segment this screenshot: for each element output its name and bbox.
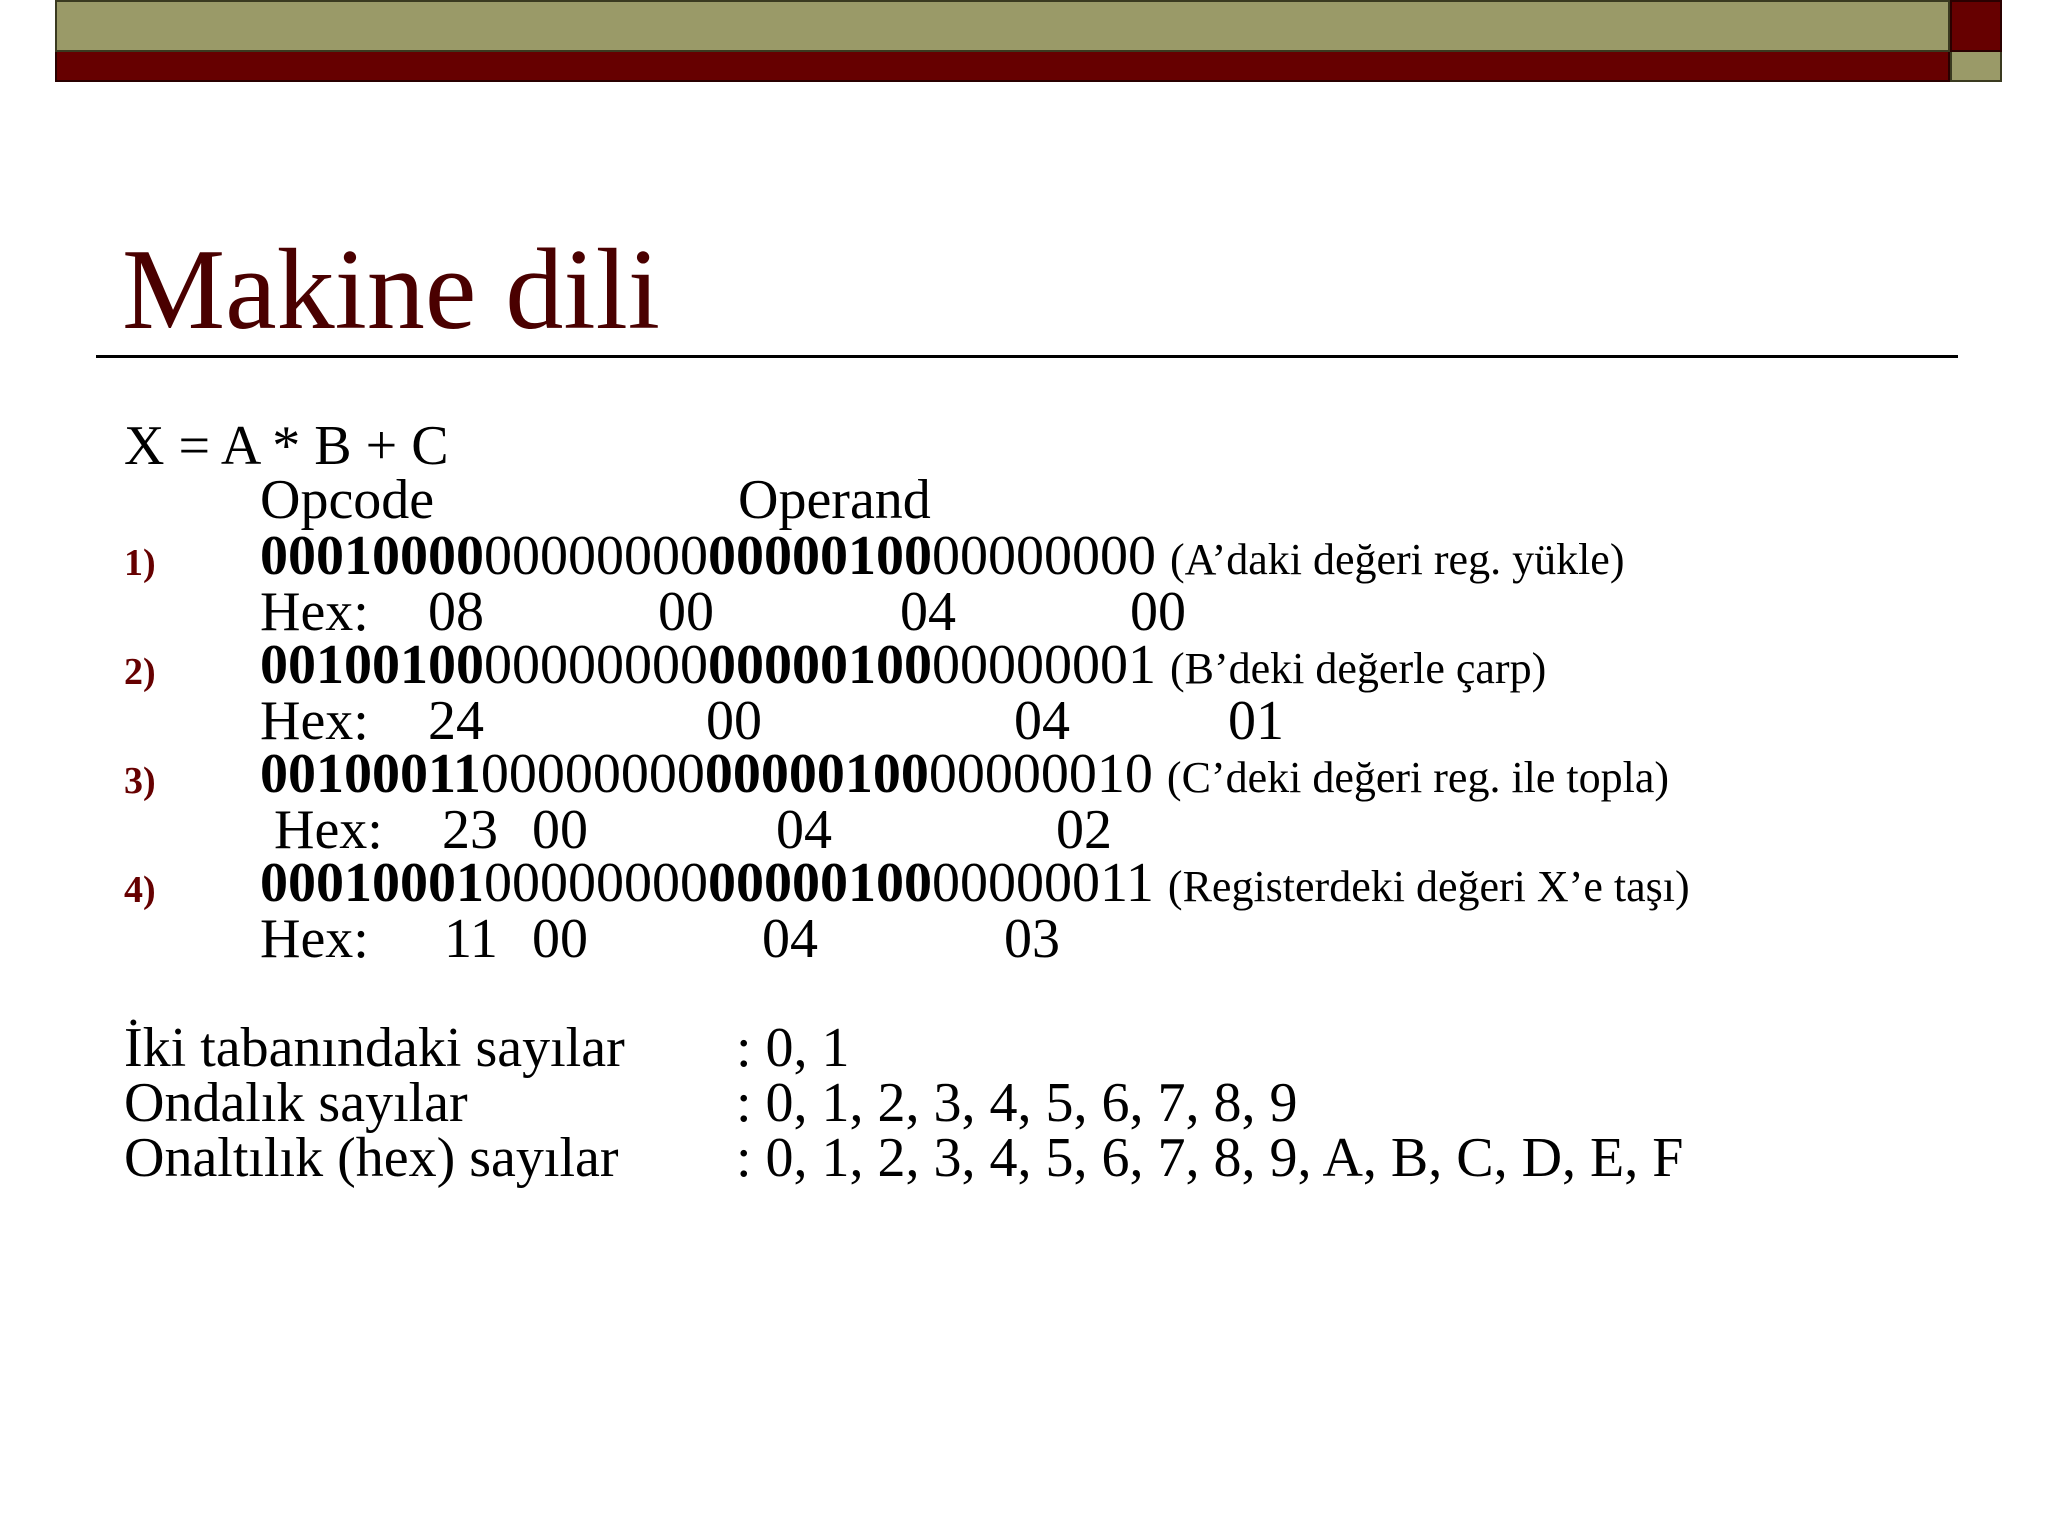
hex-value: 04: [900, 581, 956, 643]
instruction-number: 1): [124, 542, 156, 584]
opcode-bits: 00010000: [260, 525, 484, 587]
instruction-binary: [260, 852, 1690, 914]
hex-value: 03: [1004, 908, 1060, 970]
operand-bits-bold: 00000100: [708, 525, 932, 587]
hex-label: Hex:: [260, 690, 369, 752]
hex-value: 04: [762, 908, 818, 970]
instruction-note: (B’deki değerle çarp): [1170, 644, 1547, 693]
opcode-bits: 00100100: [260, 634, 484, 696]
hex-value: 04: [776, 799, 832, 861]
instruction-number: 4): [124, 869, 156, 911]
number-system-label: İki tabanındaki sayılar: [124, 1017, 625, 1079]
instruction-binary: [260, 525, 1625, 587]
operand-bits-bold: 00000100: [704, 743, 929, 805]
number-system-values: : 0, 1, 2, 3, 4, 5, 6, 7, 8, 9, A, B, C, D, E, F: [736, 1127, 1684, 1189]
header-band-maroon: [55, 52, 1950, 82]
number-system-values: : 0, 1, 2, 3, 4, 5, 6, 7, 8, 9: [736, 1072, 1298, 1134]
hex-value: 04: [1014, 690, 1070, 752]
hex-value: 01: [1228, 690, 1284, 752]
operand-bits-bold: 00000100: [708, 852, 932, 914]
hex-label: Hex:: [260, 908, 369, 970]
hex-value: 24: [428, 690, 484, 752]
title-divider: [96, 355, 1958, 358]
operand-bits: 00000000: [932, 525, 1156, 587]
header-corner-square-maroon: [1950, 0, 2002, 52]
operand-bits-bold: 00000100: [708, 634, 932, 696]
operand-bits: 00000000: [480, 743, 705, 805]
operand-bits: 00000001: [932, 634, 1156, 696]
operand-bits: 00000000: [484, 525, 708, 587]
opcode-header: Opcode: [260, 469, 435, 531]
hex-value: 00: [706, 690, 762, 752]
instruction-note: (Registerdeki değeri X’e taşı): [1167, 862, 1690, 911]
number-system-label: Ondalık sayılar: [124, 1072, 468, 1134]
hex-label: Hex:: [274, 799, 383, 861]
slide-title: Makine dili: [122, 226, 661, 354]
equation: X = A * B + C: [124, 415, 449, 477]
instruction-binary: [260, 743, 1670, 805]
hex-value: 08: [428, 581, 484, 643]
operand-bits: 00000000: [484, 634, 708, 696]
hex-value: 00: [658, 581, 714, 643]
operand-bits: 00000010: [928, 743, 1153, 805]
number-system-label: Onaltılık (hex) sayılar: [124, 1127, 619, 1189]
hex-value: 00: [532, 908, 588, 970]
hex-value: 23: [442, 799, 498, 861]
header-band-olive: [55, 0, 1950, 52]
instruction-note: (C’deki değeri reg. ile topla): [1166, 753, 1670, 802]
header-corner-square-olive: [1950, 52, 2002, 82]
operand-bits: 00000011: [932, 852, 1154, 914]
hex-value: 02: [1056, 799, 1112, 861]
instruction-note: (A’daki değeri reg. yükle): [1170, 535, 1625, 584]
operand-header: Operand: [738, 469, 931, 531]
hex-value: 00: [1130, 581, 1186, 643]
hex-value: 00: [532, 799, 588, 861]
opcode-bits: 00010001: [260, 852, 484, 914]
operand-bits: 00000000: [484, 852, 708, 914]
hex-label: Hex:: [260, 581, 369, 643]
number-system-values: : 0, 1: [736, 1017, 850, 1079]
instruction-number: 3): [124, 760, 156, 802]
instruction-binary: [260, 634, 1547, 696]
hex-value: 11: [444, 908, 498, 970]
opcode-bits: 00100011: [260, 743, 481, 805]
instruction-number: 2): [124, 651, 156, 693]
